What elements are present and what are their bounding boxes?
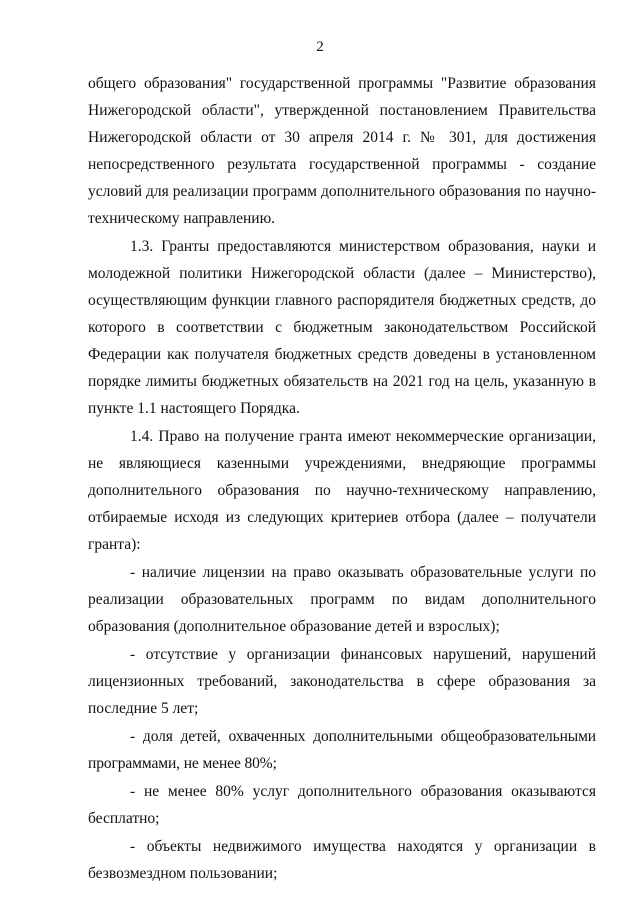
criterion-free-services: - не менее 80% услуг дополнительного образования оказываются бесплатно; — [88, 783, 596, 827]
criterion-property: - объекты недвижимого имущества находятся у организации в безвозмездном пользовании; — [88, 838, 596, 882]
paragraph-1-3: 1.3. Гранты предоставляются министерством образования, науки и молодежной политики Нижегородской области (далее – Министерство), осуществляющим функции главного распорядителя бюджетных средств, до которого в соответствии с бюджетным законодательством Российской Федерации как получателя бюджетных средств доведены в установленном порядке лимиты бюджетных обязательств на 2021 год на цель, указанную в пункте 1.1 настоящего Порядка. — [88, 238, 596, 417]
criterion-children-share: - доля детей, охваченных дополнительными общеобразовательными программами, не менее 80%; — [88, 728, 596, 772]
paragraph-continuation: общего образования" государственной программы "Развитие образования Нижегородской области", утвержденной постановлением Правительства Нижегородской области от 30 апреля 2014 г. № 301, для достижения непосредственного результата государственной программы - создание условий для реализации программ дополнительного образования по научно-техническому направлению. — [88, 75, 596, 227]
criterion-no-violations: - отсутствие у организации финансовых нарушений, нарушений лицензионных требований, законодательства в сфере образования за последние 5 лет; — [88, 646, 596, 717]
paragraph-1-4: 1.4. Право на получение гранта имеют некоммерческие организации, не являющиеся казенными учреждениями, внедряющие программы дополнительного образования по научно-техническому направлению, отбираемые исходя из следующих критериев отбора (далее – получатели гранта): — [88, 428, 596, 553]
document-body — [88, 70, 596, 887]
criterion-license: - наличие лицензии на право оказывать образовательные услуги по реализации образовательных программ по видам дополнительного образования (дополнительное образование детей и взрослых); — [88, 564, 596, 635]
page-number: 2 — [316, 39, 324, 55]
